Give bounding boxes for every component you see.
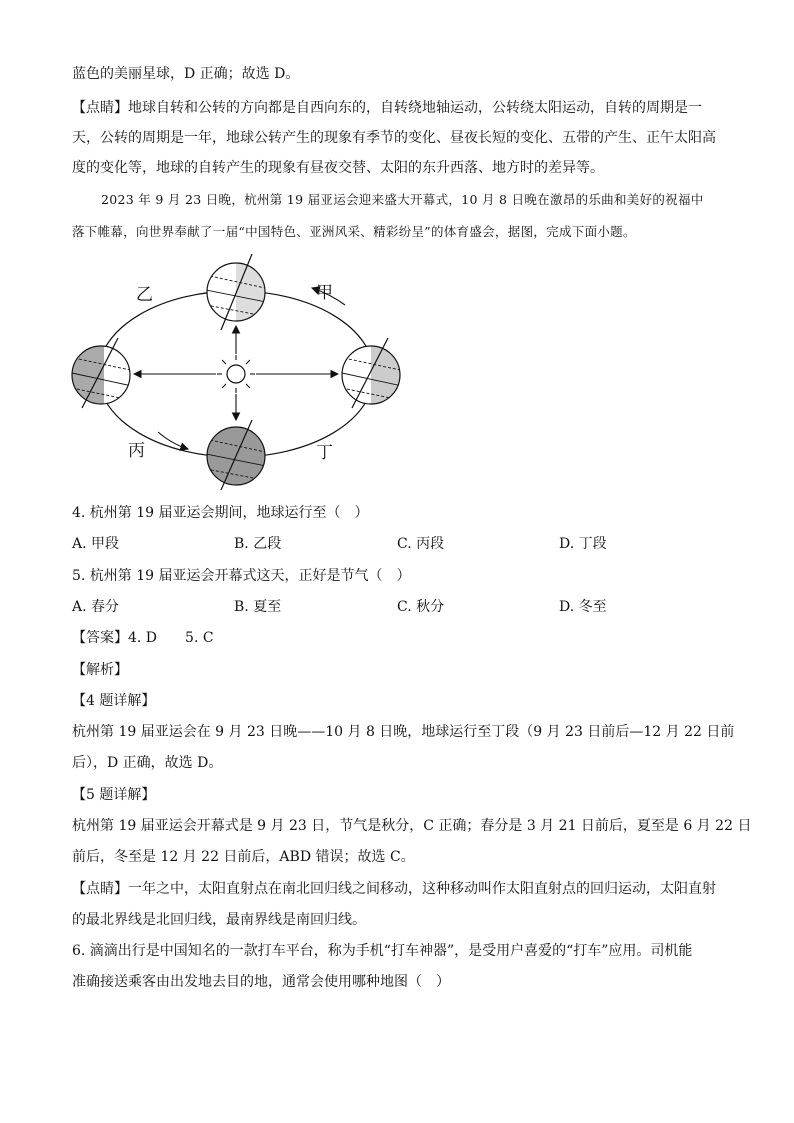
detail-4-text: 杭州第 19 届亚运会在 9 月 23 日晚——10 月 8 日晚，地球运行至丁段（9 月 23 日前后—12 月 22 日前 <box>72 724 735 740</box>
label-yi: 乙 <box>136 285 153 305</box>
option-5b: B. 夏至 <box>234 599 282 615</box>
analysis-heading: 【解析】 <box>72 662 128 678</box>
question-6: 6. 滴滴出行是中国知名的一款打车平台，称为手机“打车神器”，是受用户喜爱的“打车”应用。司机能 <box>72 943 693 959</box>
option-4b: B. 乙段 <box>234 536 282 552</box>
option-4a: A. 甲段 <box>72 536 120 552</box>
label-bing: 丙 <box>128 441 145 461</box>
earth-orbit-diagram <box>60 250 420 490</box>
intro-line: 落下帷幕，向世界奉献了一届“中国特色、亚洲风采、精彩纷呈”的体育盛会，据图，完成下面小题。 <box>72 224 636 239</box>
intro-line: 2023 年 9 月 23 日晚，杭州第 19 届亚运会迎来盛大开幕式，10 月 8 日晚在激昂的乐曲和美好的祝福中 <box>101 192 704 207</box>
orbit-arrow-icon <box>158 432 188 449</box>
detail-5-text: 杭州第 19 届亚运会开幕式是 9 月 23 日，节气是秋分，C 正确；春分是 3 月 21 日前后，夏至是 6 月 22 日 <box>72 818 752 834</box>
option-4c: C. 丙段 <box>397 536 445 552</box>
label-ding: 丁 <box>316 443 333 463</box>
note-line: 天，公转的周期是一年，地球公转产生的现象有季节的变化、昼夜长短的变化、五带的产生、正午太阳高 <box>72 130 716 146</box>
question-6: 准确接送乘客由出发地去目的地，通常会使用哪种地图（ ） <box>72 974 450 990</box>
earth-bottom <box>206 420 266 490</box>
note-line: 的最北界线是北回归线，最南界线是南回归线。 <box>72 912 366 928</box>
earth-right <box>342 338 402 408</box>
note-line: 【点睛】一年之中，太阳直射点在南北回归线之间移动，这种移动叫作太阳直射点的回归运动，太阳直射 <box>72 881 716 897</box>
orbit-svg <box>60 250 420 490</box>
option-5a: A. 春分 <box>72 599 120 615</box>
label-jia: 甲 <box>316 283 333 303</box>
note-line: 【点睛】地球自转和公转的方向都是自西向东的，自转绕地轴运动，公转绕太阳运动，自转的周期是一 <box>72 100 702 116</box>
option-5c: C. 秋分 <box>397 599 445 615</box>
question-5: 5. 杭州第 19 届亚运会开幕式这天，正好是节气（ ） <box>72 568 411 584</box>
text-line: 蓝色的美丽星球，D 正确；故选 D。 <box>72 66 300 82</box>
earth-left <box>72 338 134 408</box>
answer-line: 【答案】4. D 5. C <box>72 630 214 646</box>
option-5d: D. 冬至 <box>559 599 607 615</box>
detail-4-text: 后），D 正确，故选 D。 <box>72 755 223 771</box>
detail-4-heading: 【4 题详解】 <box>72 693 156 709</box>
sun-icon <box>217 355 255 393</box>
question-4: 4. 杭州第 19 届亚运会期间，地球运行至（ ） <box>72 505 369 521</box>
earth-top <box>206 254 280 330</box>
detail-5-heading: 【5 题详解】 <box>72 787 156 803</box>
detail-5-text: 前后，冬至是 12 月 22 日前后，ABD 错误；故选 C。 <box>72 849 415 865</box>
note-line: 度的变化等，地球的自转产生的现象有昼夜交替、太阳的东升西落、地方时的差异等。 <box>72 160 604 176</box>
option-4d: D. 丁段 <box>559 536 607 552</box>
